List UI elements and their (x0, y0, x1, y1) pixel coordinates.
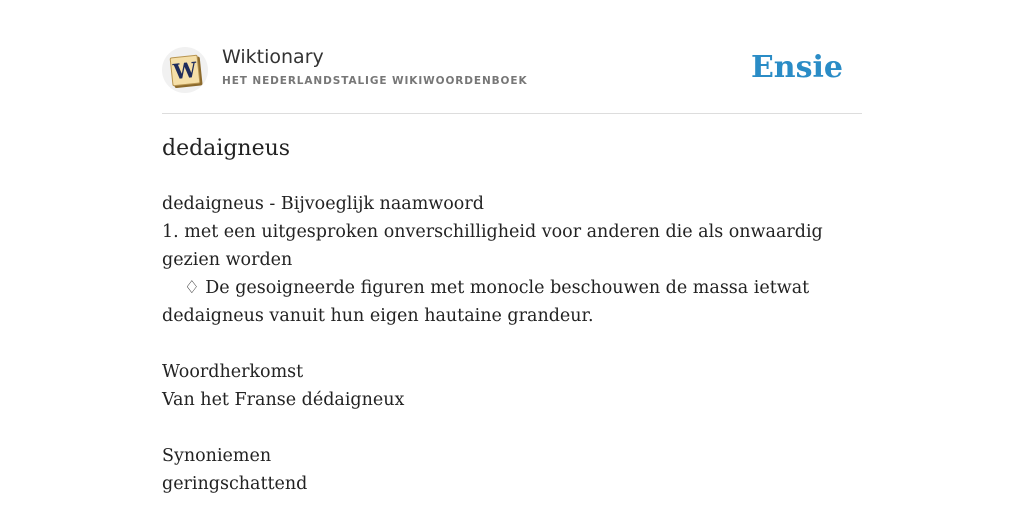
entry-content (162, 190, 862, 498)
part-of-speech-line: dedaigneus - Bijvoeglijk naamwoord (162, 194, 484, 214)
example-text: De gesoigneerde figuren met monocle beschouwen de massa ietwat dedaigneus vanuit hun eigen hautaine grandeur. (162, 278, 810, 326)
site-header (162, 0, 862, 114)
synonyms-heading: Synoniemen (162, 446, 272, 466)
site-tagline: HET NEDERLANDSTALIGE WIKIWOORDENBOEK (222, 75, 528, 87)
page-container (162, 0, 862, 494)
wiktionary-logo-icon[interactable] (162, 47, 208, 93)
logo-letter: W (170, 55, 201, 87)
site-name-link[interactable]: Wiktionary (222, 46, 324, 68)
spacer (162, 414, 862, 442)
etymology-text: Van het Franse dédaigneux (162, 390, 405, 410)
spacer (162, 330, 862, 358)
example-sentence (162, 274, 862, 330)
etymology-heading: Woordherkomst (162, 362, 304, 382)
synonyms-text: geringschattend (162, 474, 308, 494)
ensie-brand-link[interactable]: Ensie (750, 50, 843, 85)
page-title: dedaigneus (162, 136, 291, 161)
definition-text: 1. met een uitgesproken onverschilligheid voor anderen die als onwaardig gezien worden (162, 222, 823, 270)
example-marker-icon: ♢ (184, 278, 200, 298)
